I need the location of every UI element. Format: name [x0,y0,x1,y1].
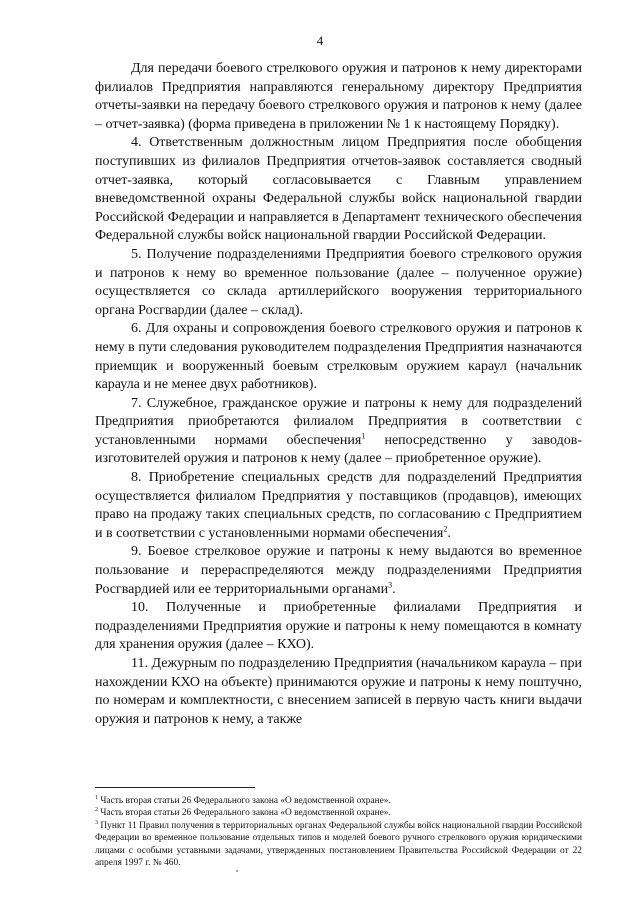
footnote-3-mark: 3 [95,819,98,826]
paragraph-8-text: 8. Приобретение специальных средств для подразделений Предприятия осуществляется филиалом Предприятия у поставщиков (продавцов), имеющих право на продажу таких специальных средств, по согласованию с Предприятием и в соответствии с установленными нормами обеспечения [95,470,582,541]
footnote-separator [95,787,255,788]
footnote-ref-3: 3 [388,579,393,589]
paragraph-7-text: 7. Служебное, гражданское оружие и патроны к нему для подразделений Предприятия приобретаются филиалом Предприятия в соответствии с установленными нормами обеспечения [95,395,582,448]
paragraph-7-tail: непосредственно у заводов-изготовителей оружия и патронов к нему (далее – приобретенное оружие). [95,432,583,467]
footnote-ref-2: 2 [443,524,448,534]
footnote-2-text: Часть вторая статьи 26 Федерального закона «О ведомственной охране». [98,808,391,819]
scan-speck [236,870,238,872]
footnote-3-text: Пункт 11 Правил получения в территориальных органах Федеральной службы войск национальной гвардии Российской Федерации во временное пользование отдельных типов и моделей боевого ручного стрелкового оружия юридическими лицами с особыми уставными задачами, утвержденных постановлением Правительства Российской Федерации от 22 апреля 1997 г. № 460. [95,820,582,869]
paragraph-4: 4. Ответственным должностным лицом Предприятия после обобщения поступивших из филиалов Предприятия отчетов-заявок составляется сводный отчет-заявка, который согласовывается с Главным управлением вневедомственной охраны Федеральной службы войск национальной гвардии Российской Федерации и направляется в Департамент технического обеспечения Федеральной службы войск национальной гвардии Российской Федерации. [95,135,582,244]
paragraph-11: 11. Дежурным по подразделению Предприятия (начальником караула – при нахождении КХО на объекте) принимаются оружие и патроны к нему поштучно, по номерам и комплектности, с внесением записей в первую часть книги выдачи оружия и патронов к нему, а также [95,656,582,727]
footnote-2 [95,807,582,819]
footnote-1-text: Часть вторая статьи 26 Федерального закона «О ведомственной охране». [98,796,391,806]
footnote-2-mark: 2 [95,807,98,814]
footnote-3 [95,820,582,870]
paragraph-5: 5. Получение подразделениями Предприятия боевого стрелкового оружия и патронов к нему во временное пользование (далее – полученное оружие) осуществляется со склада артиллерийского вооружения территориального органа Росгвардии (далее – склад). [95,246,582,318]
paragraph-6: 6. Для охраны и сопровождения боевого стрелкового оружия и патронов к нему в пути следования руководителем подразделения Предприятия назначаются приемщик и вооруженный боевым стрелковым оружием караул (начальник караула и не менее двух работников). [95,321,582,393]
paragraph-9 [95,543,582,599]
body-text [95,60,582,729]
footnote-1 [95,795,582,807]
paragraph-8 [95,469,582,543]
footnote-1-mark: 1 [95,794,98,801]
paragraph-9-tail: . [392,581,396,597]
paragraph-7 [95,395,582,469]
footnote-ref-1: 1 [361,431,366,441]
footnotes [95,795,582,869]
paragraph-intro: Для передачи боевого стрелкового оружия и патронов к нему директорами филиалов Предприятия направляются генеральному директору Предприятия отчеты-заявки на передачу боевого стрелкового оружия и патронов к нему (далее – отчет-заявка) (форма приведена в приложении № 1 к настоящему Порядку). [95,61,582,132]
paragraph-10: 10. Полученные и приобретенные филиалами Предприятия и подразделениями Предприятия оружие и патроны к нему помещаются в комнату для хранения оружия (далее – КХО). [95,600,582,653]
paragraph-8-tail: . [447,525,451,541]
paragraph-9-text: 9. Боевое стрелковое оружие и патроны к нему выдаются во временное пользование и перераспределяются между подразделениями Предприятия Росгвардией или ее территориальными органами [95,544,582,597]
page-number: 4 [316,33,324,48]
